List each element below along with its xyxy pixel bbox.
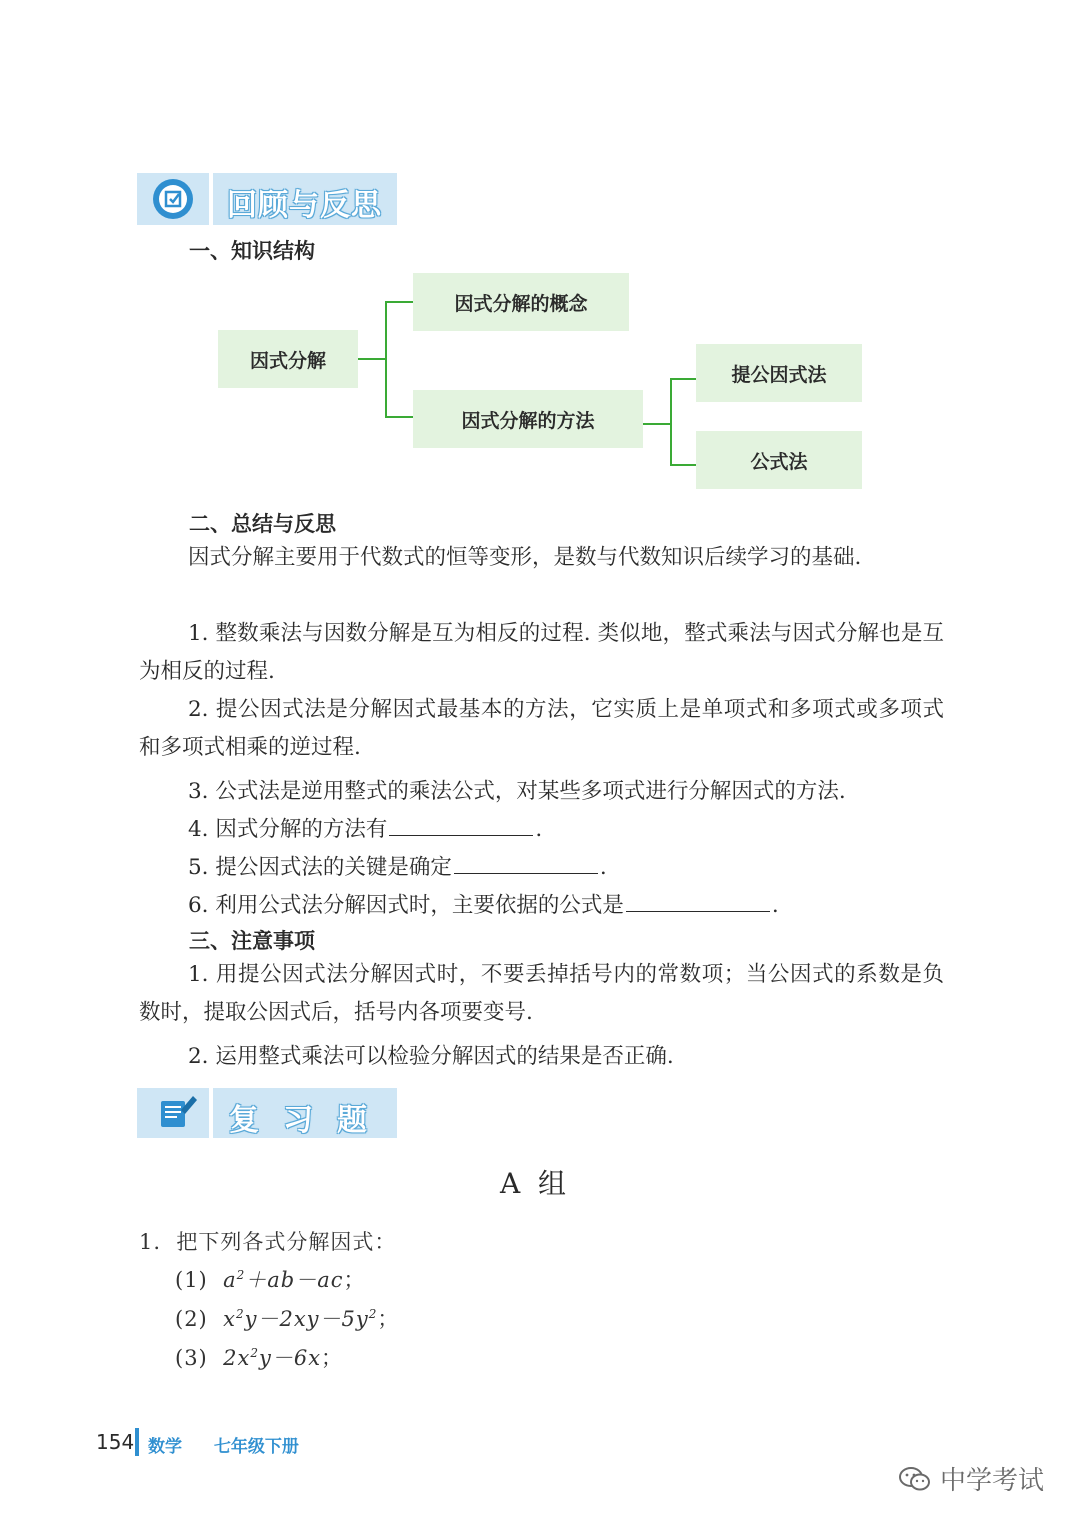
summary-item-2: 2. 提公因式法是分解因式最基本的方法，它实质上是单项式和多项式或多项式和多项式相乘的逆过程.	[139, 697, 944, 760]
summary-item-6-text: 6. 利用公式法分解因式时，主要依据的公式是	[188, 893, 624, 918]
period: .	[771, 893, 779, 918]
summary-item-5-text: 5. 提公因式法的关键是确定	[188, 855, 452, 880]
review-title: 回顾与反思	[227, 188, 382, 223]
tree-common-factor: 提公因式法	[696, 344, 862, 402]
connector	[385, 301, 413, 303]
connector	[358, 358, 386, 360]
exercise-1-part-3: (3) $2x^2y-6x$；	[175, 1346, 344, 1370]
period: .	[535, 817, 543, 842]
notice-item-1: 1. 用提公因式法分解因式时，不要丢掉括号内的常数项；当公因式的系数是负数时，提取公因式后，括号内各项要变号.	[139, 962, 944, 1025]
exercise-1-prompt: 1. 把下列各式分解因式：	[139, 1230, 397, 1254]
footer-divider	[135, 1428, 139, 1456]
connector	[385, 416, 413, 418]
book-title: 数学 七年级下册	[148, 1437, 299, 1457]
part-label: (2)	[175, 1307, 208, 1331]
page-number: 154	[96, 1430, 135, 1454]
section2-heading: 二、总结与反思	[189, 512, 336, 536]
summary-item-4	[188, 812, 542, 843]
fill-blank	[389, 815, 533, 836]
wechat-icon	[898, 1465, 932, 1493]
connector	[643, 423, 671, 425]
summary-item-6	[188, 888, 779, 919]
summary-item-5	[188, 850, 607, 881]
connector	[385, 301, 387, 417]
review-icon-box	[137, 173, 209, 225]
connector	[670, 378, 696, 380]
exercise-1-part-1: (1) $a^2+ab-ac$；	[175, 1268, 366, 1292]
connector	[670, 464, 696, 466]
connector	[670, 378, 672, 466]
group-title: A 组	[500, 1167, 567, 1200]
clock-icon	[137, 173, 209, 225]
exercise-1-part-2: (2) $x^2y-2xy-5y^2$；	[175, 1307, 400, 1331]
section3-heading: 三、注意事项	[189, 929, 315, 953]
exercise-title-box	[213, 1088, 397, 1138]
fill-blank	[454, 853, 598, 874]
review-title-box	[213, 173, 397, 225]
exercise-icon-box	[137, 1088, 209, 1138]
summary-item-3: 3. 公式法是逆用整式的乘法公式，对某些多项式进行分解因式的方法.	[188, 779, 846, 804]
expression: $a^2+ab-ac$	[215, 1268, 344, 1292]
notice-item-2: 2. 运用整式乘法可以检验分解因式的结果是否正确.	[188, 1044, 674, 1069]
tree-root: 因式分解	[218, 330, 358, 388]
summary-intro: 因式分解主要用于代数式的恒等变形，是数与代数知识后续学习的基础.	[188, 545, 862, 570]
fill-blank	[626, 891, 770, 912]
summary-item-1: 1. 整数乘法与因数分解是互为相反的过程. 类似地，整式乘法与因式分解也是互为相反的过程.	[139, 621, 944, 684]
expression: $x^2y-2xy-5y^2$	[215, 1307, 378, 1331]
part-label: (3)	[175, 1346, 208, 1370]
expression: $2x^2y-6x$	[215, 1346, 322, 1370]
section1-heading: 一、知识结构	[189, 239, 315, 263]
watermark-text: 中学考试	[940, 1466, 1045, 1496]
period: .	[599, 855, 607, 880]
tree-methods: 因式分解的方法	[413, 390, 643, 448]
summary-item-4-text: 4. 因式分解的方法有	[188, 817, 388, 842]
tree-concept: 因式分解的概念	[413, 273, 629, 331]
exercise-title: 复习题	[229, 1103, 391, 1138]
part-label: (1)	[175, 1268, 208, 1292]
tree-formula: 公式法	[696, 431, 862, 489]
notebook-pen-icon	[137, 1088, 209, 1138]
watermark	[898, 1460, 1044, 1497]
